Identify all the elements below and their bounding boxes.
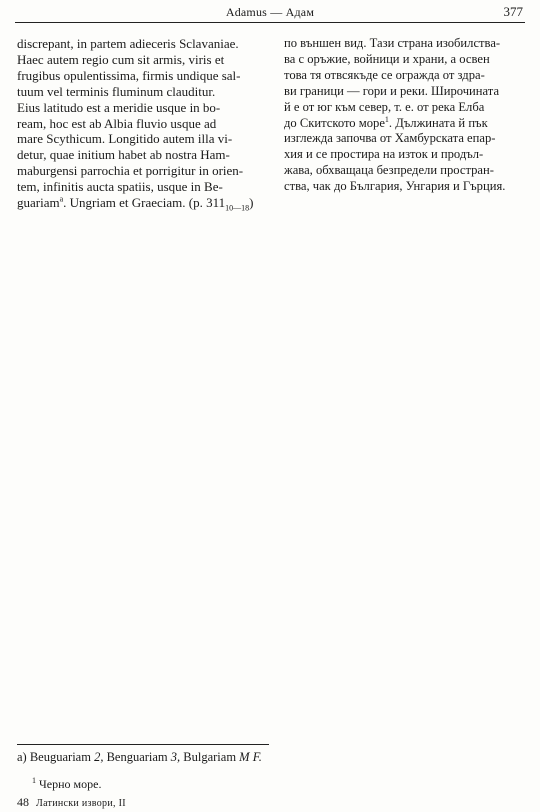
footnote-1 — [32, 776, 101, 792]
running-header — [15, 4, 525, 23]
page-number: 377 — [503, 4, 523, 19]
bulgarian-fragment: . Дължината й пък — [388, 115, 488, 130]
footnote-text: Черно море. — [39, 777, 102, 791]
latin-line: Haec autem regio cum sit armis, viris et — [17, 51, 225, 67]
footnote-marker-a: a — [59, 194, 64, 204]
latin-line: mare Scythicum. Longitido autem illa vi- — [17, 131, 233, 147]
running-title: Adamus — Адам — [225, 5, 315, 19]
variant-reading: Benguariam — [106, 750, 168, 764]
bulgarian-line — [284, 116, 527, 132]
latin-line: ream, hoc est ab Albia fluvio usque ad — [17, 115, 217, 131]
footnote-marker-1: 1 — [384, 114, 389, 124]
latin-line: discrepant, in partem adieceris Sclavaniae. — [17, 36, 239, 51]
signature-number: 48 — [17, 795, 29, 809]
line-reference: 10—18 — [225, 203, 250, 213]
latin-line: maburgensi parrochia et porrigitur in orien- — [17, 163, 244, 179]
bulgarian-line: това тя отвсякъде се огражда от здра- — [284, 67, 485, 82]
latin-fragment: . Ungriam et Graeciam. (p. 311 — [63, 195, 226, 211]
footnote-a — [17, 750, 262, 765]
latin-line: detur, quae initium habet ab nostra Ham- — [17, 147, 230, 163]
latin-text-column — [17, 36, 269, 211]
manuscript-siglum: 3, — [170, 750, 181, 764]
latin-fragment: ) — [249, 195, 254, 211]
footnote-label: a) — [17, 750, 27, 764]
latin-line — [17, 195, 269, 211]
bulgarian-line: ва с оръжие, войници и храни, а освен — [284, 51, 490, 66]
bulgarian-line: хия и се простира на изток и продъл- — [284, 147, 484, 162]
signature-title: Латински извори, II — [36, 798, 126, 809]
footnote-label: 1 — [32, 776, 36, 785]
footnote-divider — [17, 744, 269, 745]
bulgarian-line: жава, обхващаца безпредели простран- — [284, 163, 494, 178]
latin-line: Eius latitudo est a meridie usque in bo- — [17, 99, 221, 115]
bulgarian-line: ви граници — гори и реки. Широчината — [284, 83, 500, 98]
latin-word: guariam — [17, 195, 60, 211]
latin-line: tem, infinitis aucta spatiis, usque in Be- — [17, 179, 223, 195]
variant-reading: Bulgariam — [183, 750, 237, 764]
bulgarian-line: изглежда започва от Хамбурската епар- — [284, 131, 496, 146]
latin-line: frugibus opulentissima, firmis undique sal- — [17, 67, 241, 83]
manuscript-siglum: 2, — [94, 750, 104, 764]
bulgarian-line: й е от юг към север, т. е. от река Елба — [284, 99, 485, 114]
manuscript-siglum: M F. — [239, 750, 262, 764]
bulgarian-fragment: до Скитското море — [284, 115, 385, 130]
bulgarian-line: по външен вид. Тази страна изобилства- — [284, 36, 501, 50]
bulgarian-line: ства, чак до България, Унгария и Гърция. — [284, 179, 506, 194]
variant-reading: Beuguariam — [29, 750, 91, 764]
printer-signature — [17, 795, 126, 810]
bulgarian-text-column — [284, 36, 527, 195]
latin-line: tuum vel terminis fluminum clauditur. — [17, 83, 216, 99]
